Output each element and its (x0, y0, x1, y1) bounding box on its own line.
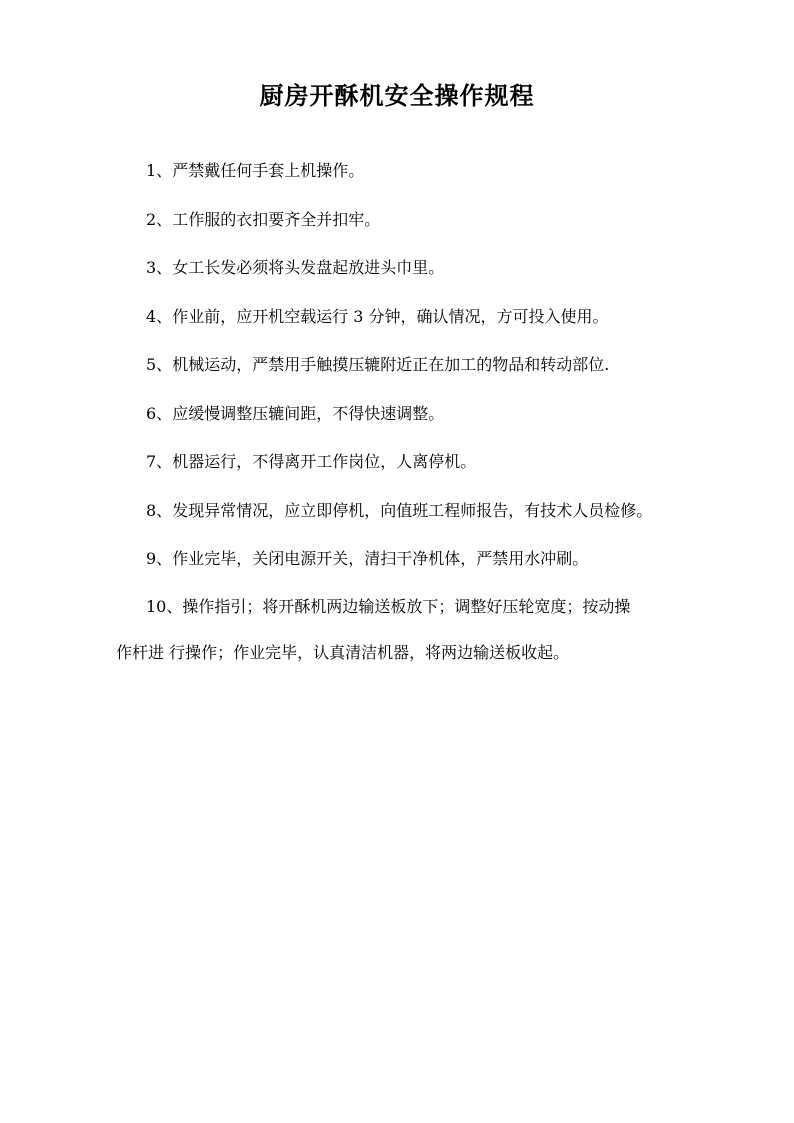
rule-text: 工作服的衣扣要齐全并扣牢。 (172, 209, 381, 229)
rule-10-line-2: 作杆进 行操作；作业完毕，认真清洁机器，将两边输送板收起。 (116, 643, 570, 662)
rule-number: 6、 (146, 403, 173, 423)
rule-item-4 (146, 293, 746, 342)
rule-text: 机器运行，不得离开工作岗位，人离停机。 (172, 452, 477, 471)
document-title: 厨房开酥机安全操作规程 (259, 81, 535, 110)
rule-text: 应缓慢调整压辘间距，不得快速调整。 (172, 403, 445, 423)
rule-item-10 (116, 584, 716, 676)
rule-item-1 (146, 147, 746, 196)
rule-number: 3、 (146, 258, 173, 277)
rule-text: 严禁戴任何手套上机操作。 (172, 161, 365, 180)
rule-item-2 (146, 196, 746, 245)
rule-text: 作业前，应开机空载运行 3 分钟，确认情况，方可投入使用。 (172, 306, 609, 326)
rule-item-8 (146, 487, 746, 536)
rule-text: 女工长发必须将头发盘起放进头巾里。 (172, 258, 445, 277)
rule-number: 9、 (146, 549, 173, 568)
rule-number: 5、 (146, 355, 173, 374)
rule-item-6 (146, 390, 746, 439)
rule-number: 4、 (146, 306, 173, 326)
rule-item-7 (146, 438, 746, 487)
rule-item-5 (146, 341, 746, 390)
rule-item-9 (146, 535, 746, 584)
rule-text: 发现异常情况，应立即停机，向值班工程师报告，有技术人员检修。 (172, 500, 653, 520)
rules-list (146, 147, 746, 584)
rule-text: 作业完毕，关闭电源开关，清扫干净机体，严禁用水冲刷。 (172, 549, 589, 568)
rule-number: 7、 (146, 452, 173, 471)
rule-item-3 (146, 244, 746, 293)
rule-10-line-1: 10、操作指引；将开酥机两边输送板放下；调整好压轮宽度；按动操 (146, 597, 631, 616)
rule-text: 机械运动，严禁用手触摸压辘附近正在加工的物品和转动部位. (172, 355, 610, 374)
rule-number: 1、 (146, 161, 173, 180)
rule-number: 2、 (146, 209, 173, 229)
rule-number: 8、 (146, 500, 173, 520)
